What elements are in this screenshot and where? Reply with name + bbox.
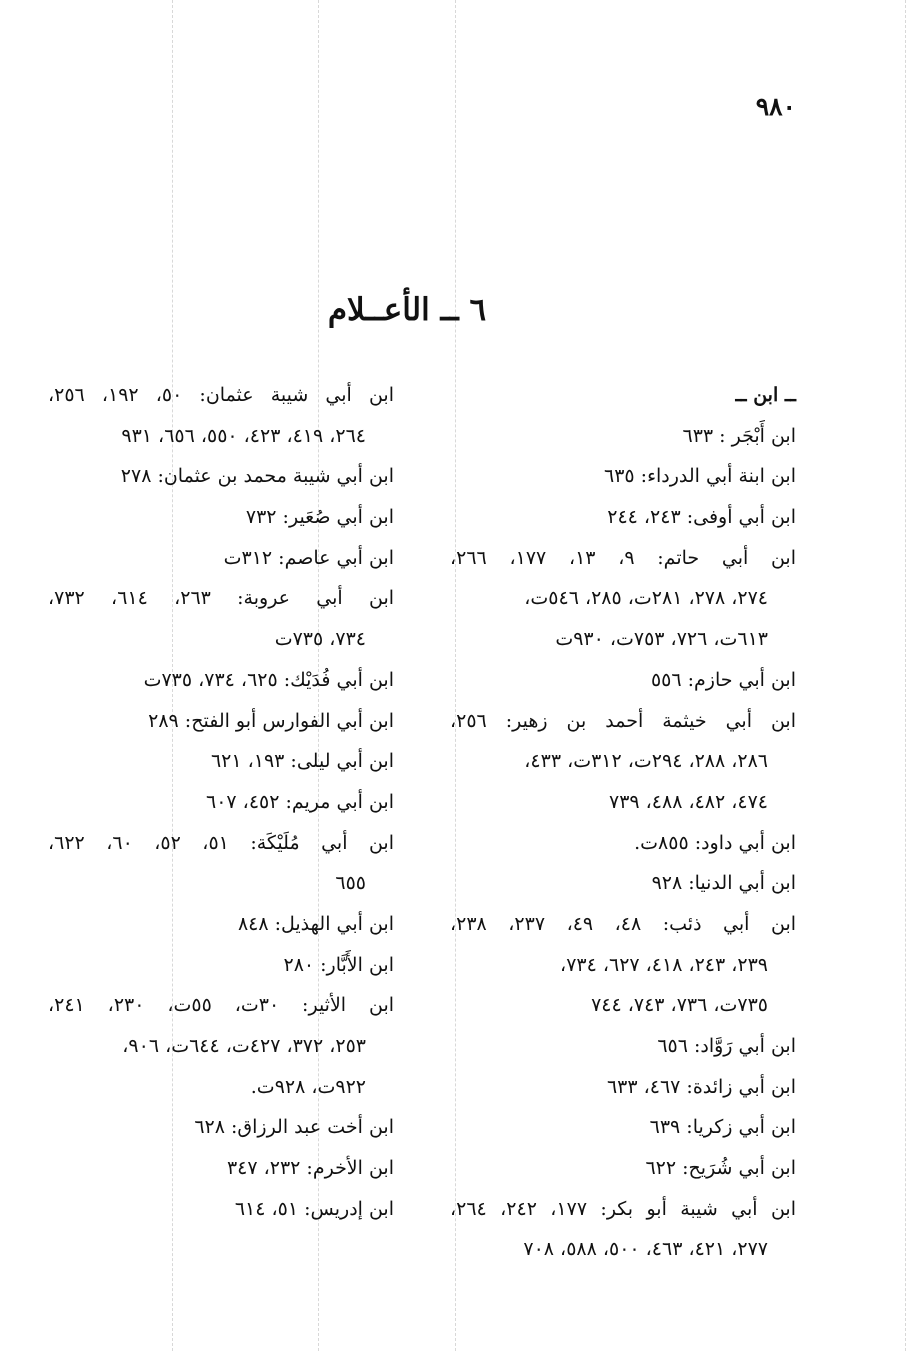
index-entry-continuation: ٦١٣ت، ٧٢٦، ٧٥٣ت، ٩٣٠ت bbox=[555, 628, 768, 651]
index-entry: ابن أبي عاصم: ٣١٢ت bbox=[223, 546, 394, 569]
index-entry: ابن أبي حازم: ٥٥٦ bbox=[650, 668, 796, 691]
index-entry-continuation: ٧٣٤، ٧٣٥ت bbox=[274, 628, 366, 651]
index-entry: ابن أبي رَوَّاد: ٦٥٦ bbox=[657, 1035, 796, 1057]
index-entry-continuation: ٦٥٥ bbox=[335, 872, 366, 895]
index-entry: ابن أبي شيبة أبو بكر: ١٧٧، ٢٤٢، ٢٦٤، bbox=[450, 1197, 796, 1220]
index-entry: ابن الأثير: ٣٠ت، ٥٥ت، ٢٣٠، ٢٤١، bbox=[48, 994, 395, 1017]
index-entry: ابن الأَبَّار: ٢٨٠ bbox=[283, 953, 394, 976]
index-entry: ابن أبي فُدَيْك: ٦٢٥، ٧٣٤، ٧٣٥ت bbox=[143, 668, 394, 691]
index-entry: ابن أبي أوفى: ٢٤٣، ٢٤٤ bbox=[607, 506, 796, 529]
page-number: ٩٨٠ bbox=[755, 92, 796, 121]
index-column-right bbox=[450, 375, 796, 1270]
index-entries-right bbox=[450, 416, 796, 1270]
index-entry: ابن الأخرم: ٢٣٢، ٣٤٧ bbox=[226, 1157, 394, 1180]
index-entry-continuation: ٢٧٤، ٢٧٨، ٢٨١ت، ٢٨٥، ٥٤٦ت، bbox=[524, 587, 768, 610]
index-entry: ابن أبي شُرَيح: ٦٢٢ bbox=[645, 1157, 796, 1180]
index-entry: ابن أبي عروبة: ٢٦٣، ٦١٤، ٧٣٢، bbox=[48, 587, 395, 610]
section-title: ٦ ــ الأعــلام bbox=[327, 292, 487, 328]
index-entry: ابن أبي زائدة: ٤٦٧، ٦٣٣ bbox=[606, 1075, 796, 1098]
index-entry: ابن أبي مُلَيْكَة: ٥١، ٥٢، ٦٠، ٦٢٢، bbox=[48, 831, 394, 854]
index-entry: ابن أبي صُعَير: ٧٣٢ bbox=[245, 506, 394, 529]
index-entries-left bbox=[48, 375, 394, 1229]
scan-guide-line bbox=[905, 0, 906, 1351]
index-entry: ابن أَبْجَر : ٦٣٣ bbox=[682, 424, 796, 447]
index-entry-continuation: ٩٢٢ت، ٩٢٨ت. bbox=[250, 1075, 366, 1098]
index-entry: ابن أخت عبد الرزاق: ٦٢٨ bbox=[194, 1116, 394, 1139]
index-entry: ابن أبي خيثمة أحمد بن زهير: ٢٥٦، bbox=[450, 709, 796, 732]
index-entry: ابن أبي الدنيا: ٩٢٨ bbox=[651, 872, 796, 895]
index-entry-continuation: ٢٣٩، ٢٤٣، ٤١٨، ٦٢٧، ٧٣٤، bbox=[560, 953, 768, 976]
index-entry: ابن أبي مريم: ٤٥٢، ٦٠٧ bbox=[206, 790, 394, 813]
index-entry: ابن أبي شيبة محمد بن عثمان: ٢٧٨ bbox=[120, 465, 394, 488]
index-entry-continuation: ٤٧٤، ٤٨٢، ٤٨٨، ٧٣٩ bbox=[608, 790, 768, 813]
index-entry: ابن أبي ليلى: ١٩٣، ٦٢١ bbox=[210, 750, 394, 773]
index-column-left bbox=[48, 375, 394, 1229]
index-entry: ابن إدريس: ٥١، ٦١٤ bbox=[234, 1197, 394, 1220]
index-entry-continuation: ٢٧٧، ٤٢١، ٤٦٣، ٥٠٠، ٥٨٨، ٧٠٨ bbox=[523, 1238, 768, 1261]
index-entry-continuation: ٢٦٤، ٤١٩، ٤٢٣، ٥٥٠، ٦٥٦، ٩٣١ bbox=[121, 424, 366, 447]
index-entry: ابن أبي ذئب: ٤٨، ٤٩، ٢٣٧، ٢٣٨، bbox=[450, 912, 797, 935]
index-entry-continuation: ٧٣٥ت، ٧٣٦، ٧٤٣، ٧٤٤ bbox=[591, 994, 768, 1017]
index-entry: ابن أبي شيبة عثمان: ٥٠، ١٩٢، ٢٥٦، bbox=[48, 384, 394, 406]
index-group-heading: ــ ابن ــ bbox=[735, 384, 796, 406]
index-entry: ابن أبي الهذيل: ٨٤٨ bbox=[237, 912, 394, 935]
index-entry: ابن أبي داود: ٨٥٥ت. bbox=[634, 831, 796, 854]
index-entry-continuation: ٢٨٦، ٢٨٨، ٢٩٤ت، ٣١٢ت، ٤٣٣، bbox=[524, 750, 768, 773]
index-entry: ابن أبي حاتم: ٩، ١٣، ١٧٧، ٢٦٦، bbox=[450, 546, 796, 569]
index-entry: ابن أبي الفوارس أبو الفتح: ٢٨٩ bbox=[148, 709, 394, 732]
index-entry: ابن أبي زكريا: ٦٣٩ bbox=[649, 1116, 796, 1139]
index-entry-continuation: ٢٥٣، ٣٧٢، ٤٢٧ت، ٦٤٤ت، ٩٠٦، bbox=[122, 1035, 366, 1057]
index-entry: ابن ابنة أبي الدرداء: ٦٣٥ bbox=[604, 465, 796, 488]
